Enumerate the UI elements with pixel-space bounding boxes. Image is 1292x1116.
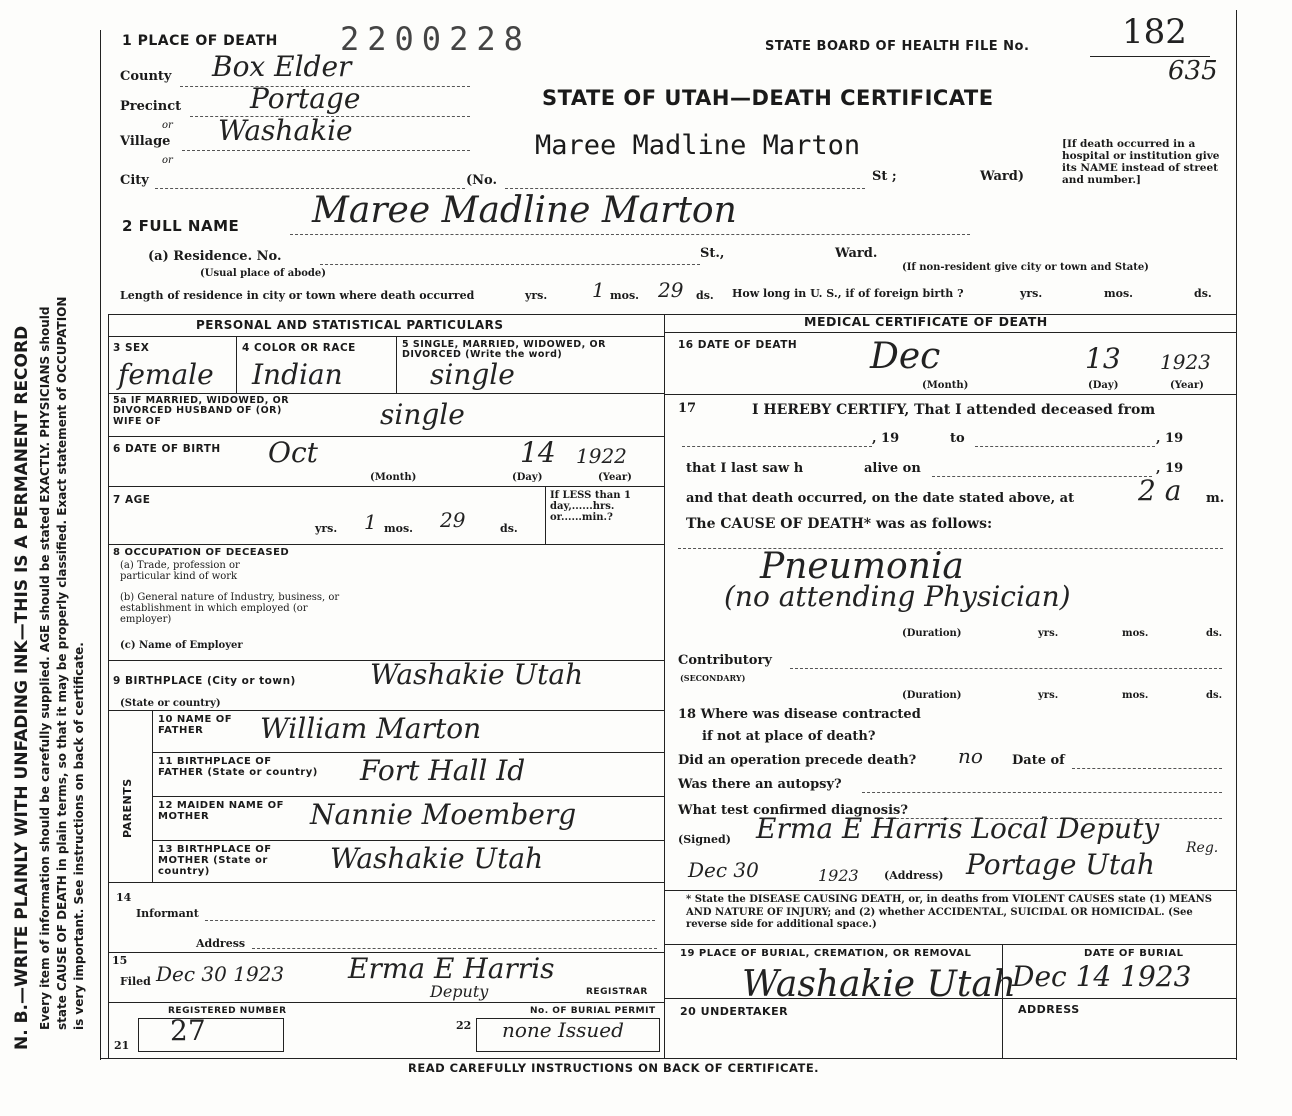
undertaker-label: 20 UNDERTAKER: [680, 1005, 789, 1018]
birthplace-label: 9 BIRTHPLACE (City or town): [113, 675, 296, 687]
margin-instructions-3: is very important. See instructions on back of certificate.: [72, 642, 86, 1030]
precinct-value: Portage: [250, 82, 361, 115]
death-time-suffix: m.: [1206, 491, 1225, 506]
section-top-line: [108, 314, 1236, 315]
file-number-2: 635: [1168, 56, 1218, 86]
dob-day: 14: [520, 436, 556, 469]
contrib-dur-yrs: yrs.: [1038, 690, 1059, 701]
typed-name: Maree Madline Marton: [535, 130, 861, 161]
informant-label: Informant: [136, 907, 199, 920]
dob-year: 1922: [576, 444, 627, 468]
age-divider: [545, 486, 546, 544]
hospital-note: [If death occurred in a hospital or institution give its NAME instead of street and number.]: [1062, 138, 1220, 187]
city-no-line: [505, 188, 865, 189]
form-bottom-border: [100, 1058, 1236, 1059]
age-ds: ds.: [500, 522, 518, 535]
contrib-duration: (Duration): [902, 690, 962, 701]
age-yrs: yrs.: [315, 522, 338, 535]
center-divider: [664, 314, 665, 1058]
burial-bottom: [664, 998, 1236, 999]
board-file-label: STATE BOARD OF HEALTH FILE No.: [765, 39, 1030, 54]
dob-day-sub: (Day): [512, 472, 543, 483]
age-mos: mos.: [384, 522, 413, 535]
age-label: 7 AGE: [113, 494, 151, 506]
cause-dur-ds: ds.: [1206, 628, 1223, 639]
precinct-label: Precinct: [120, 99, 182, 114]
row-sex-bottom: [108, 393, 664, 394]
spouse-value: single: [380, 398, 465, 431]
city-ward-label: Ward): [980, 169, 1024, 184]
city-st-label: St ;: [872, 169, 897, 184]
operation-date-label: Date of: [1012, 753, 1065, 768]
sex-divider: [236, 336, 237, 394]
occupation-label: 8 OCCUPATION OF DECEASED: [113, 547, 290, 558]
footnote: * State the DISEASE CAUSING DEATH, or, in deaths from VIOLENT CAUSES state (1) MEANS AND NATURE OF INJURY; and (2) whether ACCIDENTAL, SUICIDAL OR HOMICIDAL. (See reverse side for additional space.): [686, 894, 1212, 930]
personal-heading-line: [108, 336, 664, 337]
burial-date-value: Dec 14 1923: [1012, 960, 1192, 993]
informant-line: [205, 920, 655, 921]
length-mos: mos.: [610, 289, 639, 302]
operation-label: Did an operation precede death?: [678, 753, 917, 768]
personal-heading: PERSONAL AND STATISTICAL PARTICULARS: [196, 318, 504, 332]
father-bp-label: 11 BIRTHPLACE OF FATHER (State or country): [158, 756, 318, 778]
color-divider: [396, 336, 397, 394]
margin-permanent-record: N. B.—WRITE PLAINLY WITH UNFADING INK—THIS IS A PERMANENT RECORD: [12, 325, 32, 1050]
parents-label: PARENTS: [121, 778, 134, 838]
occupation-c: (c) Name of Employer: [120, 640, 243, 651]
county-value: Box Elder: [212, 50, 352, 83]
city-line: [155, 188, 465, 189]
length-ds-value: 29: [658, 278, 684, 302]
row-father-bottom: [152, 752, 664, 753]
foreign-mos: mos.: [1104, 287, 1133, 300]
attended-to-line: [975, 446, 1155, 447]
death-date-bottom: [664, 394, 1236, 395]
cause-value: Pneumonia: [760, 546, 964, 587]
city-no-label: (No.: [466, 173, 498, 188]
stamp-number: 2200228: [340, 20, 531, 58]
marital-value: single: [430, 358, 515, 391]
color-label: 4 COLOR OR RACE: [242, 342, 356, 354]
filed-label: Filed: [120, 975, 151, 988]
attended-19a: , 19: [872, 431, 900, 446]
attended-from-line: [682, 446, 872, 447]
length-residence-label: Length of residence in city or town where death occurred: [120, 289, 475, 302]
full-name-label: 2 FULL NAME: [122, 217, 240, 235]
dob-month-sub: (Month): [370, 472, 417, 483]
autopsy-label: Was there an autopsy?: [678, 777, 842, 792]
if-less-note: If LESS than 1 day,......hrs. or......min.?: [550, 490, 631, 523]
foreign-label: How long in U. S., if of foreign birth ?: [732, 287, 964, 300]
registrar-label: REGISTRAR: [586, 987, 648, 997]
attended-to: to: [950, 431, 965, 446]
father-value: William Marton: [260, 712, 482, 745]
foreign-ds: ds.: [1194, 287, 1212, 300]
row-dob-bottom: [108, 486, 664, 487]
alive-on-line: [932, 476, 1152, 477]
autopsy-line: [862, 792, 1222, 793]
contrib-dur-mos: mos.: [1122, 690, 1149, 701]
reg-num-box: [138, 1018, 284, 1052]
length-mos-value: 1: [592, 278, 605, 302]
test-label: What test confirmed diagnosis?: [678, 803, 908, 818]
death-time: 2 a: [1138, 474, 1182, 507]
margin-instructions-1: Every item of information should be carefully supplied. AGE should be stated EXACTLY. PHYSICIANS should: [38, 306, 52, 1030]
reg-num-value: 27: [170, 1014, 206, 1047]
row-bp-bottom: [108, 710, 664, 711]
spouse-label: 5a IF MARRIED, WIDOWED, OR DIVORCED HUSBAND OF (OR) WIFE OF: [113, 395, 290, 427]
death-occurred-label: and that death occurred, on the date stated above, at: [686, 491, 1075, 506]
last-saw-label: that I last saw h: [686, 461, 804, 476]
footnote-bottom: [664, 944, 1236, 945]
signed-label: (Signed): [678, 833, 731, 846]
cause-duration: (Duration): [902, 628, 962, 639]
operation-date-line: [1072, 768, 1222, 769]
death-day-sub: (Day): [1088, 380, 1119, 391]
age-days-value: 29: [440, 508, 466, 532]
death-year: 1923: [1160, 350, 1211, 374]
county-label: County: [120, 69, 172, 84]
length-yrs: yrs.: [525, 289, 548, 302]
footer-note: READ CAREFULLY INSTRUCTIONS ON BACK OF CERTIFICATE.: [408, 1061, 820, 1075]
birthplace-state-label: (State or country): [120, 698, 221, 709]
color-value: Indian: [252, 358, 343, 391]
filed-date: Dec 30 1923: [156, 962, 285, 986]
death-day: 13: [1085, 342, 1121, 375]
mother-value: Nannie Moemberg: [310, 798, 577, 831]
full-name-line: [290, 234, 970, 235]
death-year-sub: (Year): [1170, 380, 1204, 391]
file-no-underline: [1090, 56, 1210, 57]
cause-dur-yrs: yrs.: [1038, 628, 1059, 639]
residence-line: [320, 264, 700, 265]
city-label: City: [120, 173, 149, 188]
dob-month: Oct: [268, 436, 318, 469]
secondary-label: (SECONDARY): [680, 673, 746, 683]
filed-num: 15: [112, 954, 128, 967]
contributory-line: [790, 668, 1222, 669]
death-date-label: 16 DATE OF DEATH: [678, 339, 798, 351]
q18-line2: if not at place of death?: [702, 729, 876, 744]
informant-num: 14: [116, 891, 132, 904]
residence-label: (a) Residence. No.: [148, 249, 282, 264]
age-mos-value: 1: [364, 510, 377, 534]
file-number: 182: [1122, 12, 1187, 52]
row-age-bottom: [108, 544, 664, 545]
row-mother-bottom: [152, 840, 664, 841]
sign-date: Dec 30: [688, 858, 759, 882]
cause-dur-mos: mos.: [1122, 628, 1149, 639]
registrar-signature: Erma E Harris: [348, 952, 555, 985]
burial-permit-label: No. OF BURIAL PERMIT: [530, 1006, 656, 1016]
informant-address-line: [252, 948, 657, 949]
row-mother-bp-bottom: [108, 882, 664, 883]
row-filed-bottom: [108, 1002, 664, 1003]
birthplace-value: Washakie Utah: [370, 658, 584, 691]
contrib-dur-ds: ds.: [1206, 690, 1223, 701]
sign-address-label: (Address): [884, 869, 944, 882]
foreign-yrs: yrs.: [1020, 287, 1043, 300]
occupation-a: (a) Trade, profession or particular kind of work: [120, 560, 240, 582]
occupation-b: (b) General nature of Industry, business, or establishment in which employed (or employer): [120, 592, 340, 625]
sign-year: 1923: [818, 866, 859, 885]
or-1: or: [162, 120, 173, 131]
medical-heading-line: [664, 332, 1236, 333]
mother-bp-value: Washakie Utah: [330, 842, 544, 875]
mother-bp-label: 13 BIRTHPLACE OF MOTHER (State or country): [158, 844, 272, 877]
q18-line1: 18 Where was disease contracted: [678, 707, 921, 722]
reg-num-label: REGISTERED NUMBER: [168, 1006, 287, 1016]
certify-text: I HEREBY CERTIFY, That I attended deceased from: [752, 402, 1156, 418]
burial-permit-value: none Issued: [502, 1018, 624, 1042]
burial-divider: [1002, 944, 1003, 1058]
village-label: Village: [120, 134, 171, 149]
sign-address: Portage Utah: [966, 848, 1155, 881]
signed-value: Erma E Harris Local Deputy: [756, 812, 1160, 845]
sign-bottom: [664, 890, 1236, 891]
marital-label: 5 SINGLE, MARRIED, WIDOWED, OR DIVORCED (Write the word): [402, 339, 606, 361]
full-name-value: Maree Madline Marton: [312, 190, 737, 231]
dob-year-sub: (Year): [598, 472, 632, 483]
attended-19b: , 19: [1156, 431, 1184, 446]
last-saw-19: , 19: [1156, 461, 1184, 476]
nonres-note: (If non-resident give city or town and State): [902, 262, 1149, 273]
cause-label: The CAUSE OF DEATH* was as follows:: [686, 516, 993, 532]
margin-instructions-2: state CAUSE OF DEATH in plain terms, so that it may be properly classified. Exact statement of OCCUPATION: [55, 296, 69, 1030]
form-left-border: [100, 30, 101, 1060]
registrar-sub: Deputy: [430, 982, 489, 1001]
length-ds: ds.: [696, 289, 714, 302]
burial-date-label: DATE OF BURIAL: [1084, 948, 1184, 959]
father-bp-value: Fort Hall Id: [360, 754, 526, 787]
address-label: Address: [196, 937, 246, 950]
sex-label: 3 SEX: [113, 342, 150, 354]
or-2: or: [162, 155, 173, 166]
signed-suffix: Reg.: [1186, 840, 1219, 856]
certify-num: 17: [678, 401, 697, 416]
certificate-title: STATE OF UTAH—DEATH CERTIFICATE: [542, 86, 994, 110]
item-22: 22: [456, 1019, 472, 1032]
contributory-label: Contributory: [678, 653, 772, 668]
death-month-sub: (Month): [922, 380, 969, 391]
burial-place-label: 19 PLACE OF BURIAL, CREMATION, OR REMOVAL: [680, 948, 972, 959]
left-box-border: [108, 314, 109, 1058]
medical-heading: MEDICAL CERTIFICATE OF DEATH: [804, 314, 1048, 329]
form-right-border: [1236, 10, 1237, 1060]
row-spouse-bottom: [108, 436, 664, 437]
dob-label: 6 DATE OF BIRTH: [113, 443, 221, 455]
row-father-bp-bottom: [152, 796, 664, 797]
death-month: Dec: [870, 336, 941, 377]
cause-note: (no attending Physician): [724, 580, 1071, 613]
village-value: Washakie: [218, 114, 353, 147]
mother-label: 12 MAIDEN NAME OF MOTHER: [158, 800, 284, 822]
residence-ward: Ward.: [835, 246, 878, 261]
item-21: 21: [114, 1039, 130, 1052]
residence-st: St.,: [700, 246, 725, 261]
sex-value: female: [118, 358, 214, 391]
father-label: 10 NAME OF FATHER: [158, 714, 233, 736]
burial-place-value: Washakie Utah: [742, 964, 1016, 1005]
operation-value: no: [958, 744, 983, 768]
place-of-death-label: 1 PLACE OF DEATH: [122, 33, 278, 49]
residence-sub: (Usual place of abode): [200, 268, 326, 279]
village-line: [182, 150, 470, 151]
undertaker-address-label: ADDRESS: [1018, 1003, 1080, 1016]
alive-on-label: alive on: [864, 461, 921, 476]
